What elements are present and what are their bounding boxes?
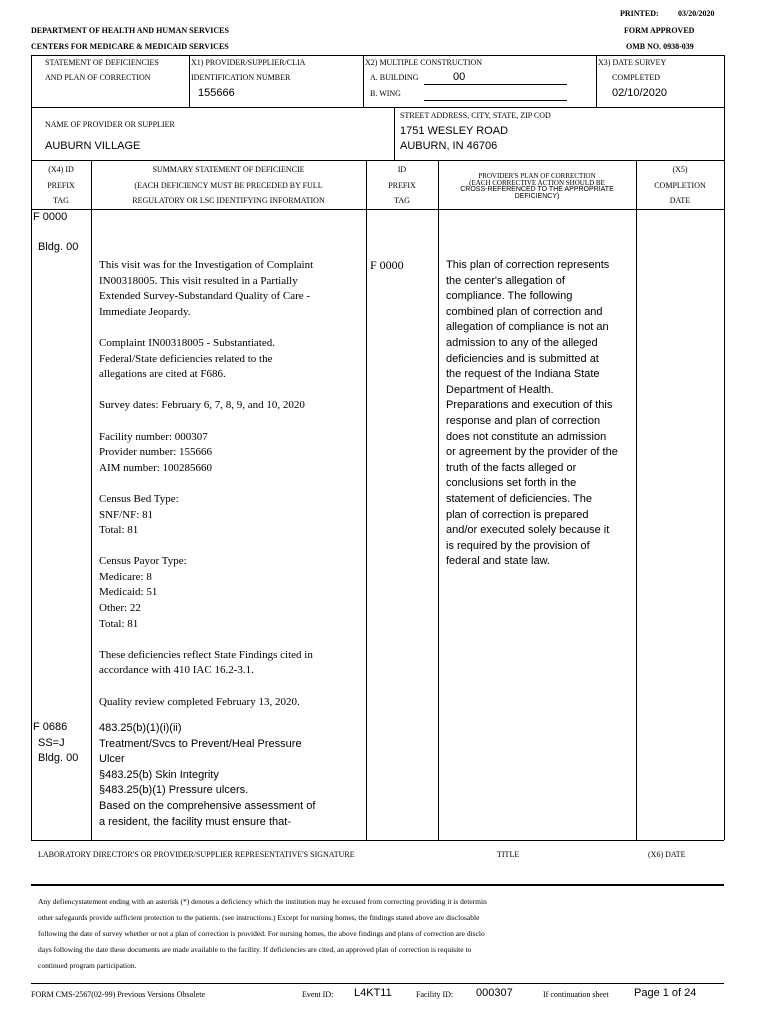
summary-line: IN00318005. This visit resulted in a Partially [99, 274, 298, 287]
event-id-label: Event ID: [302, 990, 334, 999]
department-title: DEPARTMENT OF HEALTH AND HUMAN SERVICES [31, 26, 229, 35]
plan-head-3: CROSS-REFERENCED TO THE APPROPRIATE [460, 186, 614, 193]
summary-line: allegations are cited at F686. [99, 368, 226, 381]
col-divider-4 [636, 160, 637, 840]
disclaimer-line: other safegaurds provide sufficient protection to the patients. (see instructions.) Except for nursing homes, the findings stated above are disclosable [38, 913, 480, 922]
summary-line: Medicare: 8 [99, 570, 152, 583]
wing-underline [424, 100, 567, 101]
summary-line: Quality review completed February 13, 2020. [99, 695, 300, 708]
summary-head-2: (EACH DEFICIENCY MUST BE PRECEDED BY FULL [134, 181, 323, 190]
x4-head-1: (X4) ID [48, 165, 74, 174]
tag-f0000: F 0000 [33, 211, 68, 223]
divider-x1 [189, 55, 190, 107]
x5-head-2: COMPLETION [654, 181, 706, 190]
signature-label: LABORATORY DIRECTOR'S OR PROVIDER/SUPPLIER REPRESENTATIVE'S SIGNATURE [38, 850, 355, 859]
plan-line: combined plan of correction and [446, 305, 603, 318]
plan-line: plan of correction is prepared [446, 508, 589, 521]
frame-right [724, 55, 725, 840]
footer-rule [31, 983, 724, 984]
f686-line: Treatment/Svcs to Prevent/Heal Pressure [99, 737, 302, 750]
facility-id-label: Facility ID: [416, 990, 454, 999]
summary-line: This visit was for the Investigation of Complaint [99, 259, 314, 271]
plan-line: does not constitute an admission [446, 430, 607, 443]
rule-after-boxrow [31, 107, 724, 108]
summary-line [99, 632, 313, 648]
printed-date: 03/20/2020 [678, 9, 715, 18]
divider-x3 [596, 55, 597, 107]
summary-line: Census Bed Type: [99, 492, 179, 505]
x4-head-2: PREFIX [47, 181, 75, 190]
scope-severity: SS=J [38, 737, 65, 749]
wing-label: B. WING [370, 89, 401, 98]
address-label: STREET ADDRESS, CITY, STATE, ZIP COD [400, 111, 551, 120]
centers-title: CENTERS FOR MEDICARE & MEDICAID SERVICES [31, 42, 229, 51]
date-label: (X6) DATE [648, 850, 686, 859]
summary-line: Immediate Jeopardy. [99, 305, 191, 318]
summary-line: Provider number: 155666 [99, 446, 213, 459]
f686-line: Based on the comprehensive assessment of [99, 799, 316, 812]
plan-head-4: DEFICIENCY) [514, 193, 560, 200]
summary-line [99, 539, 313, 555]
summary-line: Facility number: 000307 [99, 430, 208, 443]
summary-line: Extended Survey-Substandard Quality of Care - [99, 290, 311, 303]
printed-label: PRINTED: [620, 9, 659, 18]
plan-line: statement of deficiencies. The [446, 492, 592, 505]
plan-line: conclusions set forth in the [446, 477, 577, 490]
summary-line [99, 414, 313, 430]
event-id-value: L4KT11 [354, 987, 392, 999]
plan-line: deficiencies and is submitted at [446, 352, 599, 365]
provider-name-label: NAME OF PROVIDER OR SUPPLIER [45, 120, 175, 129]
summary-line: Total: 81 [99, 524, 139, 537]
summary-head-1: SUMMARY STATEMENT OF DEFICIENCIE [152, 165, 305, 174]
summary-line: SNF/NF: 81 [99, 508, 154, 521]
summary-line: accordance with 410 IAC 16.2-3.1. [99, 664, 254, 677]
col-divider-3 [438, 160, 439, 840]
f686-line: 483.25(b)(1)(i)(ii) [99, 722, 182, 734]
summary-head-3: REGULATORY OR LSC IDENTIFYING INFORMATION [132, 196, 325, 205]
plan-line: federal and state law. [446, 555, 550, 568]
summary-line: Total: 81 [99, 617, 139, 630]
provider-id-value: 155666 [198, 87, 235, 99]
summary-line: These deficiencies reflect State Findings cited in [99, 648, 313, 661]
building-value: 00 [453, 71, 466, 83]
summary-line [99, 476, 313, 492]
address-line-2: AUBURN, IN 46706 [400, 140, 498, 152]
summary-line: Medicaid: 51 [99, 586, 158, 599]
building-underline [424, 84, 567, 85]
signature-rule [31, 884, 724, 886]
facility-id-value: 000307 [476, 987, 513, 999]
divider-address [394, 107, 395, 160]
bldg-label-1: Bldg. 00 [38, 241, 79, 253]
f686-line: Ulcer [99, 753, 125, 766]
tag-f0686: F 0686 [33, 721, 68, 733]
disclaimer-line: continued program participation. [38, 961, 137, 970]
plan-line: the center's allegation of [446, 274, 565, 287]
summary-line: AIM number: 100285660 [99, 461, 213, 474]
bldg-label-2: Bldg. 00 [38, 752, 79, 764]
plan-head-2: (EACH CORRECTIVE ACTION SHOULD BE [469, 179, 605, 187]
summary-line: Survey dates: February 6, 7, 8, 9, and 10, 2020 [99, 399, 305, 412]
plan-line: Department of Health. [446, 383, 554, 396]
summary-line [99, 383, 313, 399]
survey-date-value: 02/10/2020 [612, 87, 668, 99]
x5-head-3: DATE [669, 196, 691, 205]
page-number: Page 1 of 24 [634, 987, 697, 999]
statement-label-2: AND PLAN OF CORRECTION [45, 73, 151, 82]
x5-head-1: (X5) [672, 165, 688, 174]
f686-line: §483.25(b) Skin Integrity [99, 768, 219, 781]
summary-line: Census Payor Type: [99, 555, 187, 568]
title-label: TITLE [497, 850, 520, 859]
form-approved: FORM APPROVED [624, 26, 695, 35]
omb-number: OMB NO. 0938-039 [626, 42, 694, 51]
plan-head-1: PROVIDER'S PLAN OF CORRECTION [478, 172, 596, 180]
f686-line: a resident, the facility must ensure that- [99, 815, 291, 828]
plan-line: compliance. The following [446, 290, 573, 303]
building-label: A. BUILDING [370, 73, 419, 82]
disclaimer [38, 894, 487, 974]
plan-tag-f0000: F 0000 [370, 258, 404, 272]
summary-line [99, 679, 313, 695]
plan-line: and/or executed solely because it [446, 524, 610, 537]
x1-label-1: X1) PROVIDER/SUPPLIER/CLIA [191, 58, 306, 67]
f686-line: §483.25(b)(1) Pressure ulcers. [99, 784, 249, 797]
x2-label: X2) MULTIPLE CONSTRUCTION [365, 58, 483, 67]
x3-label-1: X3) DATE SURVEY [598, 58, 667, 67]
summary-line: Federal/State deficiencies related to the [99, 352, 273, 365]
f686-requirement [99, 721, 315, 830]
id-head-1: ID [397, 165, 407, 174]
plan-line: response and plan of correction [446, 414, 601, 427]
statement-label-1: STATEMENT OF DEFICIENCIES [45, 58, 159, 67]
col-divider-1 [91, 160, 92, 840]
disclaimer-line: Any defiencystatement ending with an asterisk (*) denotes a deficiency which the institution may be excused from correcting providing it is determin [38, 897, 487, 906]
id-head-2: PREFIX [388, 181, 416, 190]
plan-line: truth of the facts alleged or [446, 461, 577, 474]
rule-after-colheads [31, 209, 724, 210]
col-divider-2 [366, 160, 367, 840]
rule-top [31, 55, 724, 56]
summary-line: Other: 22 [99, 602, 141, 615]
x4-head-3: TAG [53, 196, 69, 205]
rule-bottom-table [31, 840, 724, 841]
plan-line: admission to any of the alleged [446, 336, 598, 349]
continuation-label: If continuation sheet [543, 990, 609, 999]
plan-line: This plan of correction represents [446, 259, 610, 271]
address-line-1: 1751 WESLEY ROAD [400, 125, 509, 137]
x1-label-2: IDENTIFICATION NUMBER [191, 73, 291, 82]
plan-line: is required by the provision of [446, 539, 590, 552]
plan-of-correction [446, 258, 618, 570]
plan-line: the request of the Indiana State [446, 368, 600, 381]
summary-line: Complaint IN00318005 - Substantiated. [99, 336, 275, 349]
plan-line: or agreement by the provider of the [446, 446, 618, 459]
provider-name-value: AUBURN VILLAGE [45, 140, 141, 152]
form-number: FORM CMS-2567(02-99) Previous Versions Obsolete [31, 990, 206, 999]
plan-line: Preparations and execution of this [446, 399, 613, 412]
x3-label-2: COMPLETED [612, 73, 660, 82]
id-head-3: TAG [394, 196, 410, 205]
disclaimer-line: following the date of survey whether or not a plan of correction is provided. For nursing homes, the above findings and plans of correction are disclo [38, 929, 485, 938]
rule-after-provider [31, 160, 724, 161]
disclaimer-line: days following the date these documents are made available to the facility. If deficiencies are cited, an approved plan of correction is requisite to [38, 945, 472, 954]
divider-x2 [363, 55, 364, 107]
plan-line: allegation of compliance is not an [446, 321, 609, 334]
summary-statement [99, 258, 313, 710]
summary-line [99, 320, 313, 336]
